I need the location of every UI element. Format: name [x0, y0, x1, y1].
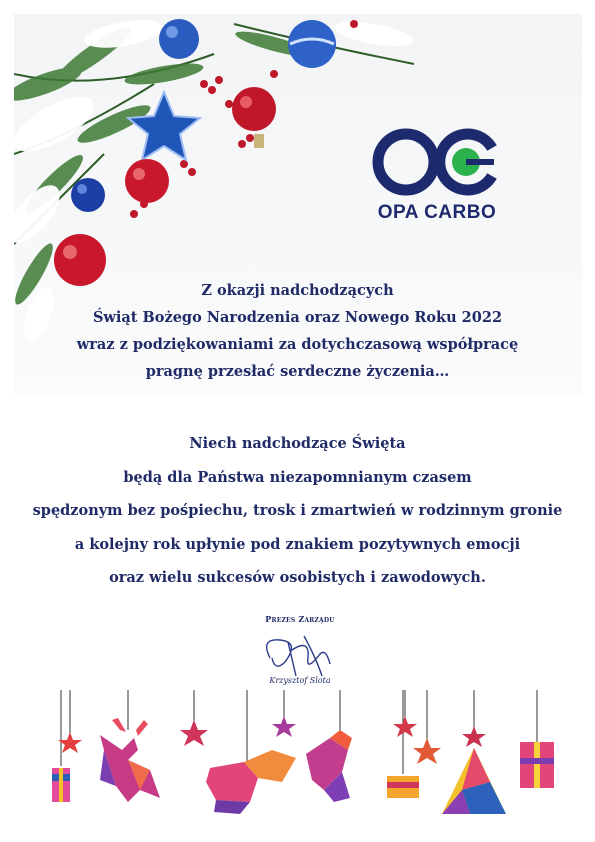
wish-line: spędzonym bez pośpiechu, trosk i zmartwień w rodzinnym gronie [32, 502, 563, 519]
wish-line: Niech nadchodzące Święta [189, 435, 406, 452]
greeting-line: Z okazji nadchodzących [201, 282, 394, 299]
hanging-ornaments-illustration [0, 690, 595, 830]
company-logo [372, 126, 502, 226]
wish-line: a kolejny rok upłynie pod znakiem pozytywnych emocji [74, 535, 521, 553]
signature-name: Krzysztof Slota [269, 676, 331, 685]
greeting-line: wraz z podziękowaniami za dotychczasową współpracę [76, 336, 519, 353]
opa-carbo-logo-icon [372, 126, 502, 204]
signature-title: Prezes Zarządu [265, 614, 335, 624]
wishes-paragraph [0, 427, 595, 595]
greeting-paragraph [0, 277, 595, 385]
wish-line: będą dla Państwa niezapomnianym czasem [123, 468, 472, 486]
greeting-line: Świąt Bożego Narodzenia oraz Nowego Roku 2022 [92, 309, 503, 326]
logo-text: OPA CARBO [377, 202, 497, 223]
signature-block [230, 614, 370, 694]
greeting-line: pragnę przesłać serdeczne życzenia… [145, 363, 450, 380]
wish-line: oraz wielu sukcesów osobistych i zawodowych. [109, 569, 486, 586]
